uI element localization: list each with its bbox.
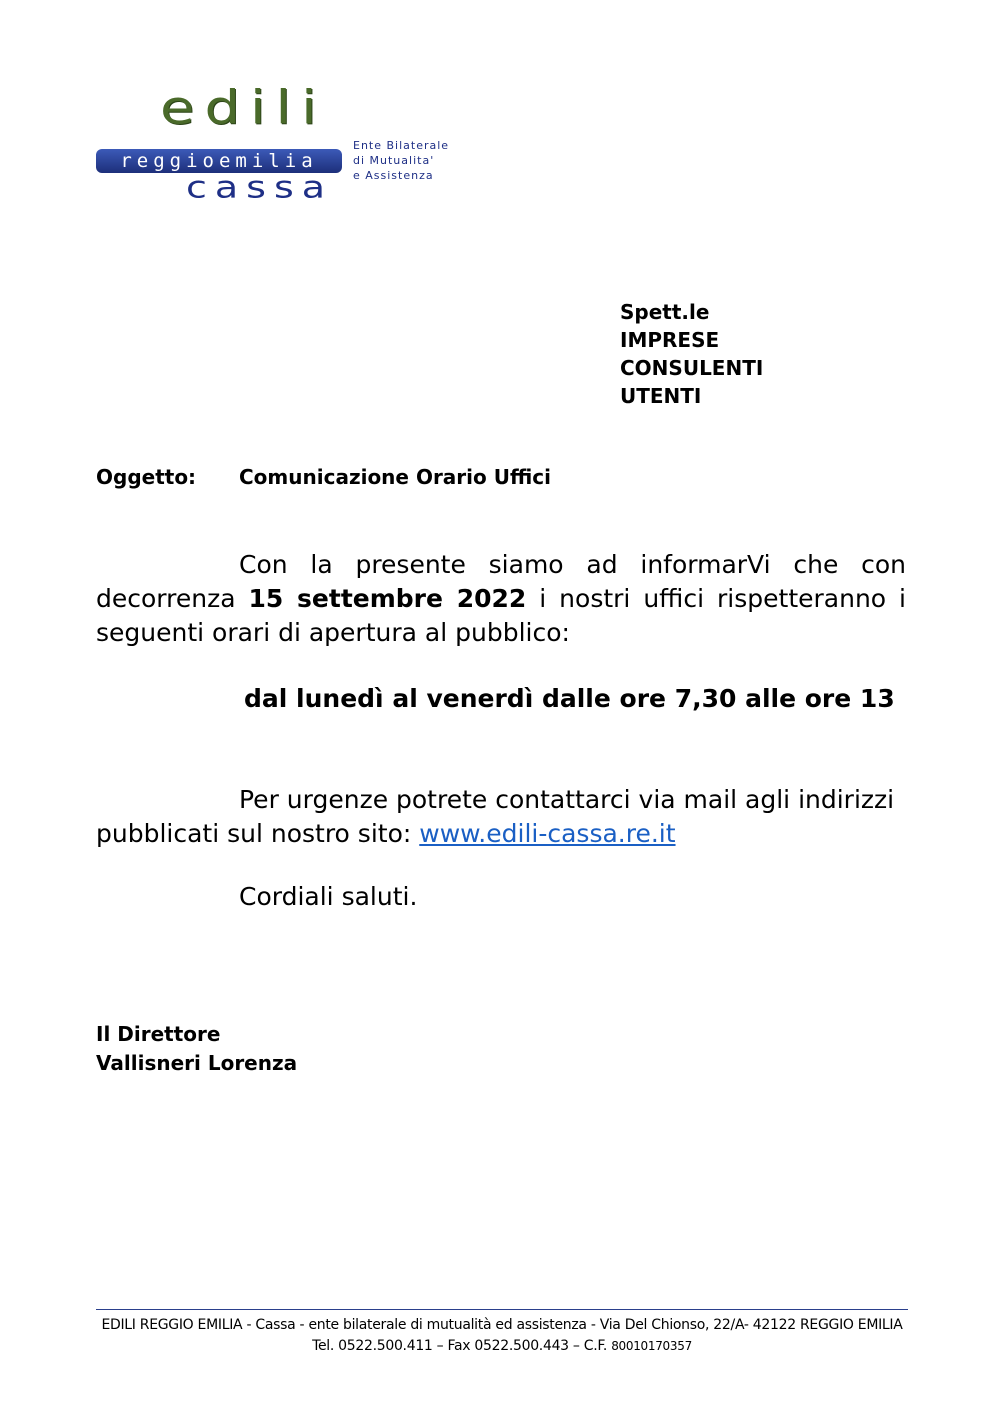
- opening-hours: dal lunedì al venerdì dalle ore 7,30 alle ore 13: [244, 684, 895, 713]
- recipient-line: IMPRESE: [620, 328, 720, 352]
- p1-text-before: Con la presente siamo ad informarVi che con decorrenza: [96, 550, 906, 613]
- footer-address: EDILI REGGIO EMILIA - Cassa - ente bilaterale di mutualità ed assistenza - Via Del Chionso, 22/A- 42122 REGGIO EMILIA: [101, 1317, 903, 1333]
- signature-name: Vallisneri Lorenza: [96, 1051, 298, 1075]
- footer: [96, 1315, 908, 1357]
- logo-tagline-line: Ente Bilaterale: [353, 139, 450, 152]
- footer-tax-code: 80010170357: [611, 1339, 692, 1353]
- website-link[interactable]: www.edili-cassa.re.it: [419, 819, 676, 848]
- recipient-block: [620, 298, 763, 410]
- footer-contacts: [96, 1336, 908, 1357]
- subject-text: Comunicazione Orario Uffici: [239, 465, 551, 489]
- greeting: Cordiali saluti.: [239, 882, 418, 911]
- signature-block: [96, 1020, 297, 1078]
- body-paragraph-1: [96, 548, 906, 650]
- recipient-line: CONSULENTI: [620, 356, 764, 380]
- logo-word-edili: edili: [160, 81, 327, 136]
- logo-tagline: [353, 138, 449, 183]
- recipient-line: UTENTI: [620, 384, 702, 408]
- body-paragraph-2: [96, 783, 906, 851]
- logo-word-cassa: cassa: [186, 169, 334, 205]
- footer-rule: [96, 1309, 908, 1310]
- recipient-line: Spett.le: [620, 300, 710, 324]
- logo-tagline-line: di Mutualita': [353, 154, 435, 167]
- signature-role: Il Direttore: [96, 1022, 221, 1046]
- logo-word-reggioemilia: reggioemilia: [96, 149, 342, 173]
- subject-label: Oggetto:: [96, 465, 197, 489]
- p1-text-after: i nostri uffici rispetteranno i seguenti orari di apertura al pubblico:: [96, 584, 907, 647]
- logo-tagline-line: e Assistenza: [353, 169, 434, 182]
- p2-text: Per urgenze potrete contattarci via mail agli indirizzi pubblicati sul nostro sito:: [96, 785, 895, 848]
- footer-phone-fax: Tel. 0522.500.411 – Fax 0522.500.443 – C.F.: [312, 1338, 612, 1354]
- p1-date: 15 settembre 2022: [248, 584, 527, 613]
